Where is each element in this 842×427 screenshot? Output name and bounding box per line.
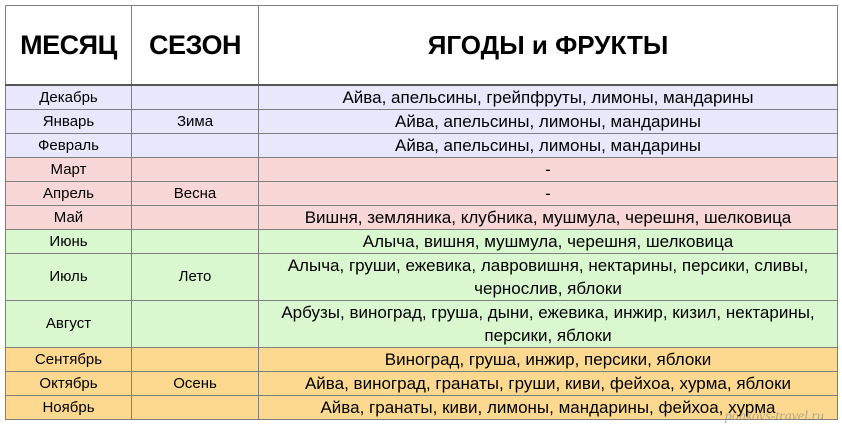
table-row xyxy=(6,110,838,134)
month-cell: Октябрь xyxy=(6,372,132,396)
season-cell: Весна xyxy=(132,182,259,206)
fruits-cell: Айва, виноград, гранаты, груши, киви, фейхоа, хурма, яблоки xyxy=(259,372,838,396)
fruits-cell: Айва, апельсины, лимоны, мандарины xyxy=(259,110,838,134)
season-cell xyxy=(132,348,259,372)
month-column-header: МЕСЯЦ xyxy=(6,6,132,86)
fruits-cell: - xyxy=(259,158,838,182)
fruits-cell: Арбузы, виноград, груша, дыни, ежевика, инжир, кизил, нектарины, персики, яблоки xyxy=(259,301,838,348)
month-cell: Июнь xyxy=(6,230,132,254)
fruits-cell: Вишня, земляника, клубника, мушмула, черешня, шелковица xyxy=(259,206,838,230)
table-row xyxy=(6,182,838,206)
season-cell xyxy=(132,301,259,348)
season-cell: Зима xyxy=(132,110,259,134)
season-cell: Осень xyxy=(132,372,259,396)
season-cell xyxy=(132,158,259,182)
month-cell: Май xyxy=(6,206,132,230)
table-row xyxy=(6,158,838,182)
season-cell xyxy=(132,134,259,158)
header-row xyxy=(6,6,838,86)
season-cell xyxy=(132,85,259,110)
table-row xyxy=(6,134,838,158)
table-row xyxy=(6,372,838,396)
season-column-header: СЕЗОН xyxy=(132,6,259,86)
season-cell: Лето xyxy=(132,254,259,301)
season-cell xyxy=(132,230,259,254)
fruits-column-header: ЯГОДЫ и ФРУКТЫ xyxy=(259,6,838,86)
month-cell: Декабрь xyxy=(6,85,132,110)
month-cell: Август xyxy=(6,301,132,348)
fruits-cell: Айва, апельсины, лимоны, мандарины xyxy=(259,134,838,158)
table-row xyxy=(6,230,838,254)
month-cell: Февраль xyxy=(6,134,132,158)
fruits-cell: Айва, гранаты, киви, лимоны, мандарины, фейхоа, хурма xyxy=(259,396,838,420)
fruit-calendar xyxy=(5,5,837,420)
fruits-cell: Алыча, груши, ежевика, лавровишня, нектарины, персики, сливы, чернослив, яблоки xyxy=(259,254,838,301)
table-row xyxy=(6,301,838,348)
month-cell: Март xyxy=(6,158,132,182)
site-watermark: ponkovs-travel.ru xyxy=(724,409,824,424)
fruits-cell: Алыча, вишня, мушмула, черешня, шелковица xyxy=(259,230,838,254)
seasonal-fruit-table xyxy=(5,5,838,420)
month-cell: Сентябрь xyxy=(6,348,132,372)
month-cell: Апрель xyxy=(6,182,132,206)
month-cell: Январь xyxy=(6,110,132,134)
table-row xyxy=(6,85,838,110)
table-row xyxy=(6,348,838,372)
fruits-cell: - xyxy=(259,182,838,206)
table-row xyxy=(6,396,838,420)
season-cell xyxy=(132,396,259,420)
fruits-cell: Виноград, груша, инжир, персики, яблоки xyxy=(259,348,838,372)
month-cell: Июль xyxy=(6,254,132,301)
table-row xyxy=(6,206,838,230)
table-row xyxy=(6,254,838,301)
fruits-cell: Айва, апельсины, грейпфруты, лимоны, мандарины xyxy=(259,85,838,110)
month-cell: Ноябрь xyxy=(6,396,132,420)
season-cell xyxy=(132,206,259,230)
